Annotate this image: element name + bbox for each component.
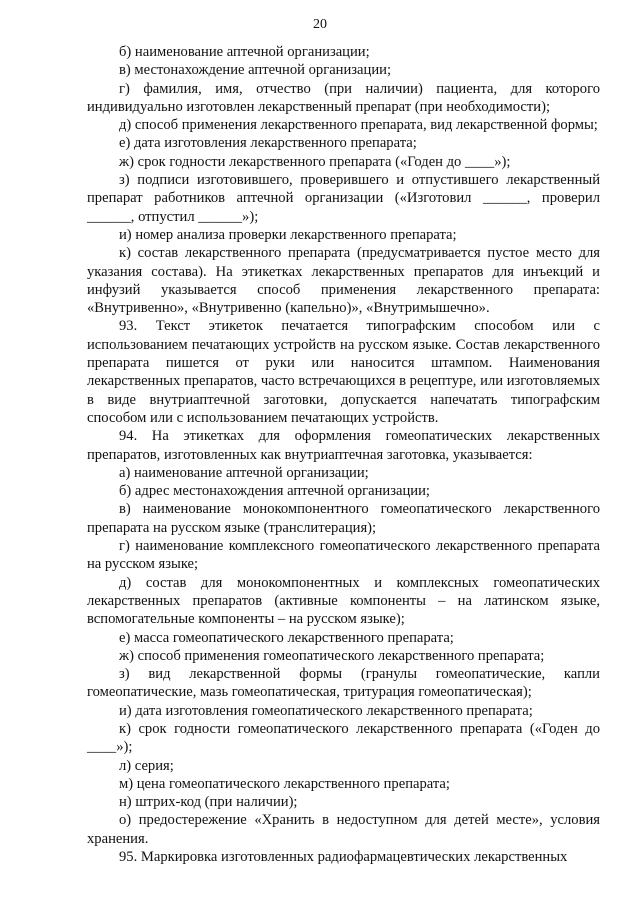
- document-body: [87, 43, 600, 866]
- item-e-manufacture-date: е) дата изготовления лекарственного препарата;: [119, 135, 417, 152]
- item-g-patient-name: г) фамилия, имя, отчество (при наличии) пациента, для которого индивидуально изготовлен лекарственный препарат (при необходимости);: [87, 80, 600, 115]
- clause-94-item-v: в) наименование монокомпонентного гомеопатического лекарственного препарата на русском языке (транслитерация);: [87, 501, 600, 536]
- clause-94-item-o: о) предостережение «Хранить в недоступном для детей месте», условия хранения.: [87, 812, 600, 847]
- clause-94-item-zh: ж) способ применения гомеопатического лекарственного препарата;: [119, 647, 545, 664]
- item-v-pharmacy-location: в) местонахождение аптечной организации;: [119, 62, 392, 79]
- page-number: 20: [313, 17, 327, 32]
- item-b-pharmacy-name: б) наименование аптечной организации;: [119, 44, 370, 60]
- clause-94-item-l: л) серия;: [119, 757, 174, 774]
- clause-94-item-a: а) наименование аптечной организации;: [119, 464, 369, 481]
- clause-94-item-g: г) наименование комплексного гомеопатического лекарственного препарата на русском языке;: [87, 538, 600, 573]
- clause-93: 93. Текст этикеток печатается типографским способом или с использованием печатающих устройств на русском языке. Состав лекарственного препарата пишется от руки или наносится штампом. Наименования лекарственных препаратов, часто встречающихся в рецептуре, или изготовляемых в виде внутриаптечной заготовки, допускается напечатать типографским способом или с использованием печатающих устройств.: [87, 318, 600, 426]
- item-d-application-method: д) способ применения лекарственного препарата, вид лекарственной формы;: [119, 117, 598, 134]
- clause-94-item-k: к) срок годности гомеопатического лекарственного препарата («Годен до ____»);: [87, 720, 600, 756]
- clause-94-item-i: и) дата изготовления гомеопатического лекарственного препарата;: [119, 702, 533, 719]
- item-i-analysis-number: и) номер анализа проверки лекарственного препарата;: [119, 226, 457, 243]
- clause-94: 94. На этикетках для оформления гомеопатических лекарственных препаратов, изготовленных как внутриаптечная заготовка, указывается:: [87, 428, 600, 463]
- item-z-signatures: з) подписи изготовившего, проверившего и отпустившего лекарственный препарат работников аптечной организации («Изготовил ______, проверил ______, отпустил ______»);: [87, 172, 600, 225]
- clause-94-item-e: е) масса гомеопатического лекарственного препарата;: [119, 629, 454, 646]
- clause-94-item-m: м) цена гомеопатического лекарственного препарата;: [119, 775, 450, 792]
- item-k-composition: к) состав лекарственного препарата (предусматривается пустое место для указания состава). На этикетках лекарственных препаратов для инъекций и инфузий указывается способ применения лекарственного препарата: «Внутривенно», «Внутривенно (капельно)», «Внутримышечно».: [87, 245, 600, 317]
- clause-94-item-n: н) штрих-код (при наличии);: [119, 794, 298, 811]
- item-zh-expiry: ж) срок годности лекарственного препарата («Годен до ____»);: [119, 153, 511, 170]
- clause-95: 95. Маркировка изготовленных радиофармацевтических лекарственных: [119, 849, 568, 866]
- clause-94-item-b: б) адрес местонахождения аптечной организации;: [119, 483, 430, 500]
- clause-94-item-d: д) состав для монокомпонентных и комплексных гомеопатических лекарственных препаратов (активные компоненты – на латинском языке, вспомогательные компоненты – на русском языке);: [87, 574, 600, 628]
- clause-94-item-z: з) вид лекарственной формы (гранулы гомеопатические, капли гомеопатические, мазь гомеопатическая, тритурация гомеопатическая);: [87, 666, 600, 701]
